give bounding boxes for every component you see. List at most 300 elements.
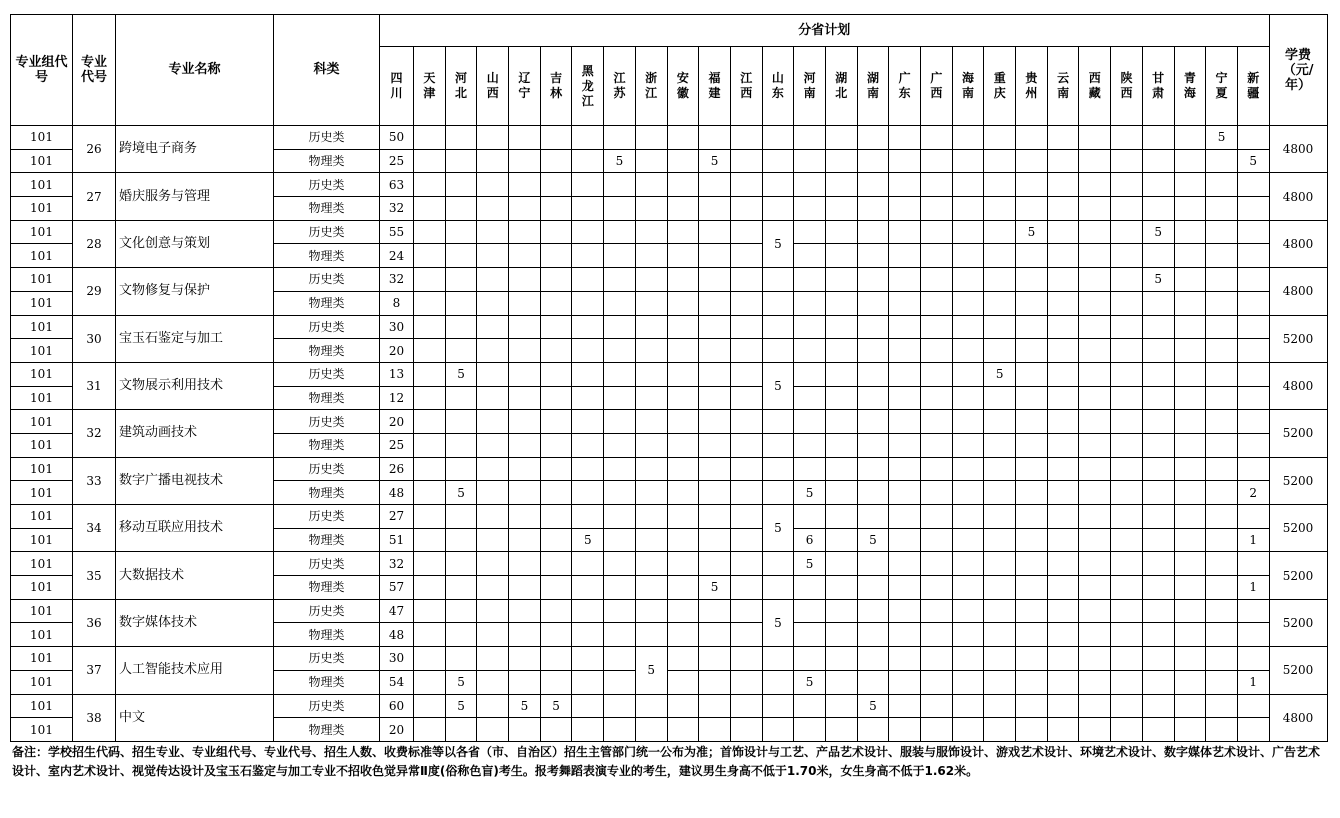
plan-cell — [1206, 481, 1238, 505]
plan-cell — [730, 623, 762, 647]
plan-cell: 32 — [380, 552, 414, 576]
plan-cell — [857, 576, 889, 600]
plan-cell — [414, 220, 446, 244]
plan-cell — [414, 126, 446, 150]
plan-cell — [1142, 457, 1174, 481]
plan-cell — [667, 173, 699, 197]
plan-cell — [857, 599, 889, 623]
subject-cell: 物理类 — [274, 576, 380, 600]
plan-cell — [952, 505, 984, 529]
plan-cell — [540, 268, 572, 292]
plan-cell — [1079, 410, 1111, 434]
plan-cell — [1079, 244, 1111, 268]
tuition-cell: 5200 — [1269, 552, 1327, 599]
plan-cell — [667, 126, 699, 150]
plan-cell — [921, 552, 953, 576]
plan-cell: 20 — [380, 339, 414, 363]
plan-cell — [984, 694, 1016, 718]
province-header: 福建 — [699, 47, 731, 126]
plan-cell — [1206, 291, 1238, 315]
plan-cell — [1206, 528, 1238, 552]
plan-cell — [604, 481, 636, 505]
group-code-cell: 101 — [11, 315, 73, 339]
plan-cell: 8 — [380, 291, 414, 315]
plan-cell — [477, 576, 509, 600]
plan-cell — [1142, 576, 1174, 600]
plan-cell — [667, 528, 699, 552]
plan-cell — [477, 599, 509, 623]
subject-cell: 物理类 — [274, 718, 380, 742]
plan-cell — [952, 552, 984, 576]
plan-cell — [857, 647, 889, 671]
plan-cell — [1111, 268, 1143, 292]
tuition-cell: 4800 — [1269, 268, 1327, 315]
plan-cell — [1047, 291, 1079, 315]
plan-cell — [794, 126, 826, 150]
plan-cell — [857, 552, 889, 576]
province-header: 海南 — [952, 47, 984, 126]
subject-cell: 物理类 — [274, 149, 380, 173]
plan-cell — [414, 718, 446, 742]
plan-cell — [921, 481, 953, 505]
plan-cell — [1206, 410, 1238, 434]
plan-cell — [604, 197, 636, 221]
plan-cell — [730, 362, 762, 386]
plan-cell — [984, 386, 1016, 410]
plan-cell — [667, 386, 699, 410]
plan-cell — [667, 576, 699, 600]
plan-cell — [730, 410, 762, 434]
plan-cell — [794, 362, 826, 386]
tuition-cell: 5200 — [1269, 457, 1327, 504]
table-row — [11, 505, 1328, 529]
plan-cell — [952, 481, 984, 505]
plan-cell — [1142, 718, 1174, 742]
plan-cell — [984, 410, 1016, 434]
plan-cell — [921, 505, 953, 529]
plan-cell — [572, 457, 604, 481]
plan-cell — [730, 149, 762, 173]
province-header: 湖南 — [857, 47, 889, 126]
plan-cell: 57 — [380, 576, 414, 600]
plan-cell — [477, 220, 509, 244]
plan-cell — [730, 386, 762, 410]
plan-cell: 5 — [509, 694, 541, 718]
plan-cell — [414, 386, 446, 410]
plan-cell — [572, 362, 604, 386]
plan-cell — [825, 528, 857, 552]
plan-cell — [1206, 433, 1238, 457]
plan-cell — [509, 126, 541, 150]
plan-cell: 5 — [762, 505, 794, 552]
major-name-cell: 文物展示利用技术 — [116, 362, 274, 409]
plan-cell — [984, 576, 1016, 600]
plan-cell — [1174, 457, 1206, 481]
plan-cell — [730, 220, 762, 244]
plan-cell: 5 — [699, 149, 731, 173]
plan-cell — [699, 670, 731, 694]
plan-cell — [1079, 599, 1111, 623]
plan-cell — [1206, 552, 1238, 576]
plan-cell — [889, 718, 921, 742]
plan-cell — [1237, 386, 1269, 410]
plan-cell — [1111, 528, 1143, 552]
plan-cell — [667, 410, 699, 434]
group-code-cell: 101 — [11, 362, 73, 386]
plan-cell — [699, 647, 731, 671]
plan-cell — [1016, 149, 1048, 173]
plan-cell — [889, 599, 921, 623]
plan-cell — [1079, 173, 1111, 197]
plan-cell — [762, 670, 794, 694]
plan-cell — [1079, 433, 1111, 457]
plan-cell — [699, 386, 731, 410]
plan-cell — [1174, 362, 1206, 386]
plan-cell — [921, 433, 953, 457]
plan-cell — [1111, 339, 1143, 363]
plan-cell — [1111, 220, 1143, 244]
plan-cell — [572, 576, 604, 600]
plan-cell — [509, 552, 541, 576]
plan-cell — [1047, 481, 1079, 505]
table-row — [11, 362, 1328, 386]
plan-cell — [1016, 528, 1048, 552]
tuition-cell: 4800 — [1269, 126, 1327, 173]
plan-cell — [984, 718, 1016, 742]
plan-cell — [730, 244, 762, 268]
plan-cell — [1079, 552, 1111, 576]
plan-cell — [699, 623, 731, 647]
plan-cell — [414, 433, 446, 457]
plan-cell — [1174, 481, 1206, 505]
plan-cell — [1237, 410, 1269, 434]
plan-cell — [1111, 173, 1143, 197]
plan-cell — [572, 197, 604, 221]
plan-cell — [1142, 481, 1174, 505]
plan-cell: 5 — [857, 694, 889, 718]
province-header: 云南 — [1047, 47, 1079, 126]
plan-cell — [794, 173, 826, 197]
plan-cell — [1079, 505, 1111, 529]
plan-cell — [509, 599, 541, 623]
major-name-cell: 建筑动画技术 — [116, 410, 274, 457]
plan-cell — [984, 552, 1016, 576]
plan-cell — [794, 410, 826, 434]
plan-cell — [825, 268, 857, 292]
plan-cell — [1174, 505, 1206, 529]
plan-cell — [667, 623, 699, 647]
plan-cell — [952, 528, 984, 552]
plan-cell — [857, 268, 889, 292]
plan-cell — [794, 433, 826, 457]
plan-cell — [635, 315, 667, 339]
plan-cell — [984, 291, 1016, 315]
plan-cell — [1237, 291, 1269, 315]
table-row — [11, 315, 1328, 339]
plan-cell — [952, 386, 984, 410]
plan-cell — [952, 339, 984, 363]
province-header: 宁夏 — [1206, 47, 1238, 126]
province-header: 青海 — [1174, 47, 1206, 126]
subject-cell: 历史类 — [274, 647, 380, 671]
plan-cell — [1142, 599, 1174, 623]
plan-cell — [730, 694, 762, 718]
plan-cell — [540, 457, 572, 481]
plan-cell — [889, 694, 921, 718]
plan-cell: 63 — [380, 173, 414, 197]
plan-cell — [414, 694, 446, 718]
plan-cell — [604, 362, 636, 386]
plan-cell — [889, 149, 921, 173]
group-code-cell: 101 — [11, 149, 73, 173]
plan-cell: 54 — [380, 670, 414, 694]
plan-cell — [1111, 552, 1143, 576]
province-header: 湖北 — [825, 47, 857, 126]
plan-cell — [1016, 552, 1048, 576]
plan-cell — [889, 623, 921, 647]
plan-cell — [1174, 126, 1206, 150]
plan-cell — [635, 457, 667, 481]
plan-cell — [1047, 126, 1079, 150]
tuition-cell: 4800 — [1269, 220, 1327, 267]
plan-cell — [572, 481, 604, 505]
plan-cell — [604, 173, 636, 197]
plan-cell — [1016, 315, 1048, 339]
major-code-cell: 31 — [73, 362, 116, 409]
plan-cell — [1206, 315, 1238, 339]
plan-cell — [1142, 362, 1174, 386]
plan-cell — [952, 457, 984, 481]
group-code-cell: 101 — [11, 173, 73, 197]
plan-cell — [1016, 386, 1048, 410]
plan-cell — [889, 670, 921, 694]
plan-cell — [477, 410, 509, 434]
plan-cell — [730, 291, 762, 315]
plan-cell — [445, 268, 477, 292]
plan-cell — [825, 481, 857, 505]
plan-cell — [794, 244, 826, 268]
plan-cell — [889, 291, 921, 315]
group-code-cell: 101 — [11, 220, 73, 244]
plan-cell: 5 — [540, 694, 572, 718]
plan-cell — [572, 552, 604, 576]
plan-cell — [414, 457, 446, 481]
plan-cell — [477, 528, 509, 552]
plan-cell — [921, 599, 953, 623]
plan-cell — [572, 126, 604, 150]
plan-cell — [604, 505, 636, 529]
province-plan-header: 分省计划 — [380, 15, 1270, 47]
plan-cell — [699, 552, 731, 576]
plan-cell — [921, 149, 953, 173]
plan-cell — [1142, 552, 1174, 576]
plan-cell — [635, 362, 667, 386]
plan-cell — [857, 339, 889, 363]
plan-cell — [825, 457, 857, 481]
plan-cell — [414, 670, 446, 694]
plan-cell — [952, 433, 984, 457]
plan-cell — [667, 149, 699, 173]
plan-cell — [540, 339, 572, 363]
plan-cell — [1206, 670, 1238, 694]
plan-cell — [445, 718, 477, 742]
plan-cell — [952, 694, 984, 718]
plan-cell — [730, 315, 762, 339]
plan-cell — [477, 670, 509, 694]
plan-cell — [889, 410, 921, 434]
plan-cell — [604, 528, 636, 552]
plan-cell — [1237, 244, 1269, 268]
plan-cell — [509, 386, 541, 410]
enrollment-plan-table — [10, 14, 1328, 742]
plan-cell — [1079, 268, 1111, 292]
plan-cell — [509, 528, 541, 552]
plan-cell: 55 — [380, 220, 414, 244]
plan-cell — [1016, 268, 1048, 292]
plan-cell — [1047, 339, 1079, 363]
plan-cell: 5 — [762, 362, 794, 409]
plan-cell — [825, 505, 857, 529]
plan-cell — [1047, 505, 1079, 529]
subject-cell: 物理类 — [274, 339, 380, 363]
plan-cell: 2 — [1237, 481, 1269, 505]
tuition-cell: 5200 — [1269, 315, 1327, 362]
plan-cell — [921, 315, 953, 339]
plan-cell — [825, 386, 857, 410]
province-header: 陕西 — [1111, 47, 1143, 126]
plan-cell — [1047, 528, 1079, 552]
plan-cell — [635, 149, 667, 173]
major-name-cell: 文物修复与保护 — [116, 268, 274, 315]
plan-cell — [414, 505, 446, 529]
plan-cell: 5 — [445, 481, 477, 505]
plan-cell — [1111, 410, 1143, 434]
plan-cell — [509, 291, 541, 315]
plan-cell — [952, 718, 984, 742]
plan-cell — [921, 173, 953, 197]
plan-cell — [699, 339, 731, 363]
plan-cell — [445, 433, 477, 457]
plan-cell — [540, 552, 572, 576]
plan-cell — [667, 694, 699, 718]
plan-cell — [1047, 244, 1079, 268]
plan-cell — [730, 670, 762, 694]
plan-cell — [1079, 197, 1111, 221]
plan-cell — [1079, 718, 1111, 742]
plan-cell — [699, 457, 731, 481]
table-row — [11, 268, 1328, 292]
plan-cell — [1016, 718, 1048, 742]
plan-cell — [699, 291, 731, 315]
plan-cell — [477, 694, 509, 718]
plan-cell — [1047, 694, 1079, 718]
plan-cell — [1047, 623, 1079, 647]
plan-cell — [1206, 647, 1238, 671]
plan-cell — [857, 386, 889, 410]
plan-cell — [1016, 291, 1048, 315]
plan-cell — [984, 197, 1016, 221]
plan-cell — [509, 220, 541, 244]
plan-cell — [1237, 433, 1269, 457]
plan-cell — [572, 433, 604, 457]
plan-cell — [414, 268, 446, 292]
plan-cell: 51 — [380, 528, 414, 552]
plan-cell: 6 — [794, 528, 826, 552]
subject-cell: 历史类 — [274, 173, 380, 197]
plan-cell — [414, 528, 446, 552]
plan-cell — [1016, 694, 1048, 718]
plan-cell — [1079, 315, 1111, 339]
plan-cell — [730, 599, 762, 623]
plan-cell — [984, 315, 1016, 339]
plan-cell — [477, 623, 509, 647]
province-header: 江苏 — [604, 47, 636, 126]
plan-cell: 27 — [380, 505, 414, 529]
plan-cell — [825, 718, 857, 742]
group-code-cell: 101 — [11, 268, 73, 292]
plan-cell — [1237, 362, 1269, 386]
plan-cell — [1174, 339, 1206, 363]
plan-cell — [1237, 623, 1269, 647]
major-name-cell: 数字广播电视技术 — [116, 457, 274, 504]
plan-cell — [699, 718, 731, 742]
plan-cell — [1174, 386, 1206, 410]
plan-cell — [1206, 268, 1238, 292]
plan-cell — [667, 268, 699, 292]
plan-cell — [825, 244, 857, 268]
plan-cell: 5 — [794, 481, 826, 505]
province-header: 广西 — [921, 47, 953, 126]
plan-cell — [572, 315, 604, 339]
plan-cell — [857, 291, 889, 315]
plan-cell — [1016, 457, 1048, 481]
plan-cell — [1016, 647, 1048, 671]
plan-cell — [1016, 410, 1048, 434]
plan-cell — [1047, 718, 1079, 742]
plan-cell — [1079, 291, 1111, 315]
subject-cell: 物理类 — [274, 528, 380, 552]
plan-cell — [635, 528, 667, 552]
plan-cell — [825, 362, 857, 386]
plan-cell — [1206, 718, 1238, 742]
tuition-cell: 4800 — [1269, 694, 1327, 741]
plan-cell — [1174, 599, 1206, 623]
plan-cell — [921, 410, 953, 434]
province-header: 西藏 — [1079, 47, 1111, 126]
plan-cell: 48 — [380, 481, 414, 505]
plan-cell — [952, 410, 984, 434]
plan-cell — [1142, 315, 1174, 339]
plan-cell — [857, 623, 889, 647]
plan-cell — [509, 457, 541, 481]
plan-cell — [984, 149, 1016, 173]
plan-cell — [984, 433, 1016, 457]
plan-cell — [604, 670, 636, 694]
plan-cell — [794, 457, 826, 481]
plan-cell — [572, 599, 604, 623]
group-code-cell: 101 — [11, 481, 73, 505]
subject-cell: 历史类 — [274, 694, 380, 718]
plan-cell — [794, 149, 826, 173]
plan-cell: 32 — [380, 268, 414, 292]
plan-cell — [477, 457, 509, 481]
plan-cell — [540, 670, 572, 694]
plan-cell — [509, 362, 541, 386]
plan-cell — [1206, 386, 1238, 410]
province-header: 山东 — [762, 47, 794, 126]
province-header: 江西 — [730, 47, 762, 126]
plan-cell — [1016, 197, 1048, 221]
